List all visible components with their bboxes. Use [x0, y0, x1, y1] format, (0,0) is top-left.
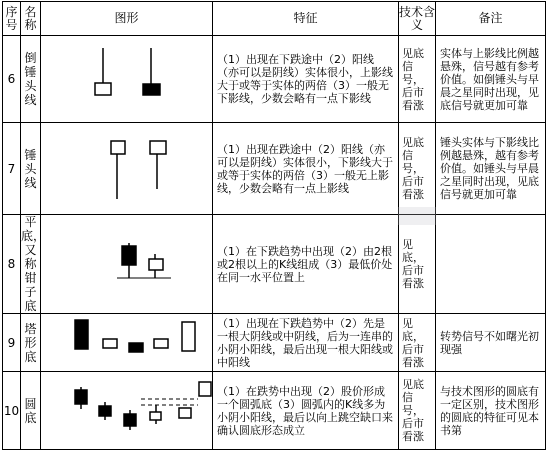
row-name: 圆底	[21, 372, 41, 450]
row-remark: 与技术图形的圆底有一定区别，技术图形的圆底的特征可见本书第	[436, 372, 546, 450]
row-seq: 6	[3, 36, 21, 123]
row-figure	[41, 314, 213, 372]
row-signal: 见底信号，后市看涨	[399, 123, 436, 215]
row-remark: 锤头实体与下影线比例越悬殊，越有参考价值。如锤头与早晨之星同时出现，见底信号就更加可靠	[436, 123, 546, 215]
row-remark	[436, 215, 546, 314]
row-remark: 实体与上影线比例越悬殊，信号越有参考价值。如倒锤头与早晨之星同时出现，见底信号就更加可靠	[436, 36, 546, 123]
flat-bottom-figure	[41, 228, 213, 300]
row-signal: 见底信号，后市看涨	[399, 36, 436, 123]
row-name: 锤头线	[21, 123, 41, 215]
row-figure	[41, 215, 213, 314]
row-figure	[41, 36, 213, 123]
header-row	[3, 2, 546, 36]
table-row	[3, 314, 546, 372]
header-signal: 技术含义	[399, 2, 436, 36]
row-feature: （1）在下跌趋势中出现（2）由2根或2根以上的K线组成（3）最低价处在同一水平位置上	[213, 215, 399, 314]
row-feature: （1）在跌势中出现（2）股价形成一个圆弧底（3）圆弧内的K线多为小阴小阳线，最后以向上跳空缺口来确认圆底形态成立	[213, 372, 399, 450]
watermark-smudge	[398, 207, 436, 225]
row-seq: 8	[3, 215, 21, 314]
row-name: 平底，又称钳子底	[21, 215, 46, 313]
hammer-figure	[41, 123, 213, 214]
rounded-bottom-figure	[41, 372, 213, 449]
row-figure	[41, 372, 213, 450]
row-remark: 转势信号不如曙光初现强	[436, 314, 546, 372]
row-figure	[41, 123, 213, 215]
row-seq: 9	[3, 314, 21, 372]
candlestick-pattern-table	[2, 1, 546, 450]
row-signal: 见底，后市看涨	[399, 215, 436, 314]
table-row	[3, 36, 546, 123]
row-feature: （1）出现在跌途中（2）阳线（亦可以是阴线）实体很小，下影线大于或等于实体的两倍（3）一般无上影线，少数会略有一点上影线	[213, 123, 399, 215]
row-signal: 见底信号，后市看涨	[399, 372, 436, 450]
header-name: 名称	[21, 2, 41, 36]
header-seq: 序号	[3, 2, 21, 36]
row-feature: （1）出现在下跌途中（2）阳线（亦可以是阴线）实体很小，上影线大于或等于实体的两倍（3）一般无下影线，少数会略有一点下影线	[213, 36, 399, 123]
tower-bottom-figure	[41, 314, 213, 371]
row-signal: 见底，后市看涨	[399, 314, 436, 372]
row-name: 塔形底	[21, 314, 41, 372]
header-figure: 图形	[41, 2, 213, 36]
row-name: 倒锤头线	[21, 36, 41, 123]
header-feature: 特征	[213, 2, 399, 36]
header-remark: 备注	[436, 2, 546, 36]
row-feature: （1）出现在下跌趋势中（2）先是一根大阴线或中阴线，后为一连串的小阴小阳线，最后出现一根大阳线或中阳线	[213, 314, 399, 372]
table-row	[3, 215, 546, 314]
row-seq: 7	[3, 123, 21, 215]
table-row	[3, 372, 546, 450]
table-row	[3, 123, 546, 215]
inverted-hammer-figure	[41, 36, 213, 122]
row-seq: 10	[3, 372, 21, 450]
